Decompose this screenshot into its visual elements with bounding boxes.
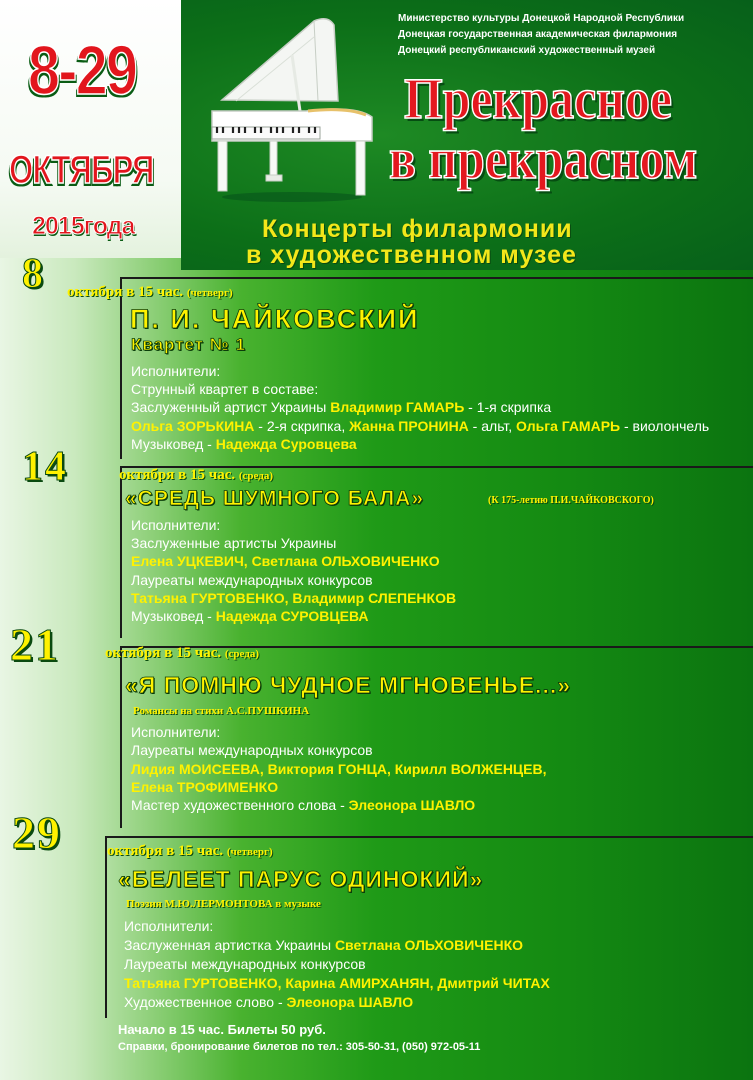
event-title: «Я ПОМНЮ ЧУДНОЕ МГНОВЕНЬЕ...» [125, 672, 572, 698]
event-title: П. И. ЧАЙКОВСКИЙ [130, 304, 420, 334]
date-range: 8-29 [28, 31, 137, 109]
event-time: октября в 15 час. (среда) [119, 467, 273, 483]
performer-text: - 2-я скрипка, [254, 418, 350, 434]
performer-text: Исполнители: [131, 517, 221, 533]
performer-name: Элеонора ШАВЛО [348, 797, 476, 813]
performer-line [124, 956, 366, 972]
event-weekday: (среда) [238, 470, 273, 482]
event-note: Поэзия М.Ю.ЛЕРМОНТОВА в музыке [126, 898, 321, 910]
performer-text: Исполнители: [131, 363, 221, 379]
footer-contacts: Справки, бронирование билетов по тел.: 305-50-31, (050) 972-05-11 [118, 1041, 481, 1053]
performer-line [124, 918, 213, 934]
performer-line [124, 994, 413, 1010]
performer-name: Светлана ОЛЬХОВИЧЕНКО [334, 937, 524, 953]
footer-start-price: Начало в 15 час. Билеты 50 руб. [118, 1022, 326, 1037]
performer-line [131, 572, 373, 588]
performer-name: Элеонора ШАВЛО [286, 994, 414, 1010]
performer-line [131, 399, 551, 415]
performer-name: Надежда Суровцева [215, 436, 357, 452]
performer-text: - виолончель [620, 418, 710, 434]
performer-text: Исполнители: [131, 724, 221, 740]
performer-line [131, 436, 357, 452]
performer-line [124, 975, 550, 991]
performer-text: Лауреаты международных конкурсов [131, 742, 373, 758]
performer-name: Елена ТРОФИМЕНКО [131, 779, 279, 795]
performer-text: Исполнители: [124, 918, 214, 934]
event-day: 21 [10, 619, 60, 670]
grand-piano-icon [196, 15, 384, 205]
event-note: Романсы на стихи А.С.ПУШКИНА [133, 705, 310, 717]
organizer-line: Донецкий республиканский художественный музей [398, 45, 656, 56]
date-year: 2015года [32, 212, 135, 240]
performer-name: Жанна ПРОНИНА [349, 418, 469, 434]
event-subtitle: Квартет № 1 [131, 335, 246, 354]
performer-line [131, 797, 475, 813]
performer-name: Ольга ГАМАРЬ [516, 418, 621, 434]
performer-line [131, 517, 220, 533]
event-day: 14 [22, 444, 68, 490]
event-time: октября в 15 час. (среда) [105, 645, 259, 661]
performer-text: Музыковед - [131, 436, 216, 452]
poster-subtitle-line2: в художественном музее [246, 241, 577, 269]
date-month: ОКТЯБРЯ [9, 148, 154, 192]
event-title: «СРЕДЬ ШУМНОГО БАЛА» [125, 487, 424, 510]
performer-text: Художественное слово - [124, 994, 287, 1010]
event-note: (К 175-летию П.И.ЧАЙКОВСКОГО) [488, 495, 654, 506]
event-weekday: (среда) [224, 648, 259, 660]
performer-text: - 1-я скрипка [464, 399, 552, 415]
performer-line [131, 363, 220, 379]
performer-name: Владимир ГАМАРЬ [330, 399, 465, 415]
performer-line [131, 724, 220, 740]
performer-text: Заслуженный артист Украины [131, 399, 331, 415]
performer-line [131, 761, 547, 777]
performer-line [124, 937, 523, 953]
performer-name: Татьяна ГУРТОВЕНКО, Карина АМИРХАНЯН, Дмитрий ЧИТАХ [124, 975, 550, 991]
performer-line [131, 553, 440, 569]
performer-text: Струнный квартет в составе: [131, 381, 319, 397]
poster-title-line2: в прекрасном [389, 126, 698, 191]
performer-name: Елена УЦКЕВИЧ, Светлана ОЛЬХОВИЧЕНКО [131, 553, 440, 569]
event-title: «БЕЛЕЕТ ПАРУС ОДИНОКИЙ» [118, 866, 484, 892]
event-time: октября в 15 час. (четверг) [107, 843, 273, 859]
performer-text: Лауреаты международных конкурсов [124, 956, 366, 972]
poster-title-line1: Прекрасное [404, 66, 673, 131]
event-day: 8 [22, 251, 45, 297]
poster-subtitle-line1: Концерты филармонии [262, 215, 573, 243]
organizer-line: Донецкая государственная академическая филармония [398, 29, 678, 40]
performer-name: Лидия МОИСЕЕВА, Виктория ГОНЦА, Кирилл ВОЛЖЕНЦЕВ, [131, 761, 547, 777]
performer-text: Лауреаты международных конкурсов [131, 572, 373, 588]
performer-text: Заслуженные артисты Украины [131, 535, 337, 551]
event-day: 29 [12, 807, 62, 858]
performer-name: Ольга ЗОРЬКИНА [131, 418, 255, 434]
performer-text: Мастер художественного слова - [131, 797, 349, 813]
performer-line [131, 535, 336, 551]
event-weekday: (четверг) [186, 287, 233, 299]
performer-line [131, 381, 318, 397]
performer-text: Музыковед - [131, 608, 216, 624]
performer-line [131, 418, 709, 434]
performer-line [131, 779, 278, 795]
performer-text: - альт, [468, 418, 517, 434]
performer-text: Заслуженная артистка Украины [124, 937, 335, 953]
performer-name: Надежда СУРОВЦЕВА [215, 608, 369, 624]
performer-line [131, 590, 456, 606]
performer-name: Татьяна ГУРТОВЕНКО, Владимир СЛЕПЕНКОВ [131, 590, 457, 606]
performer-line [131, 742, 373, 758]
performer-line [131, 608, 369, 624]
event-weekday: (четверг) [226, 846, 273, 858]
organizer-line: Министерство культуры Донецкой Народной Республики [398, 13, 685, 24]
event-time: октября в 15 час. (четверг) [67, 284, 233, 300]
